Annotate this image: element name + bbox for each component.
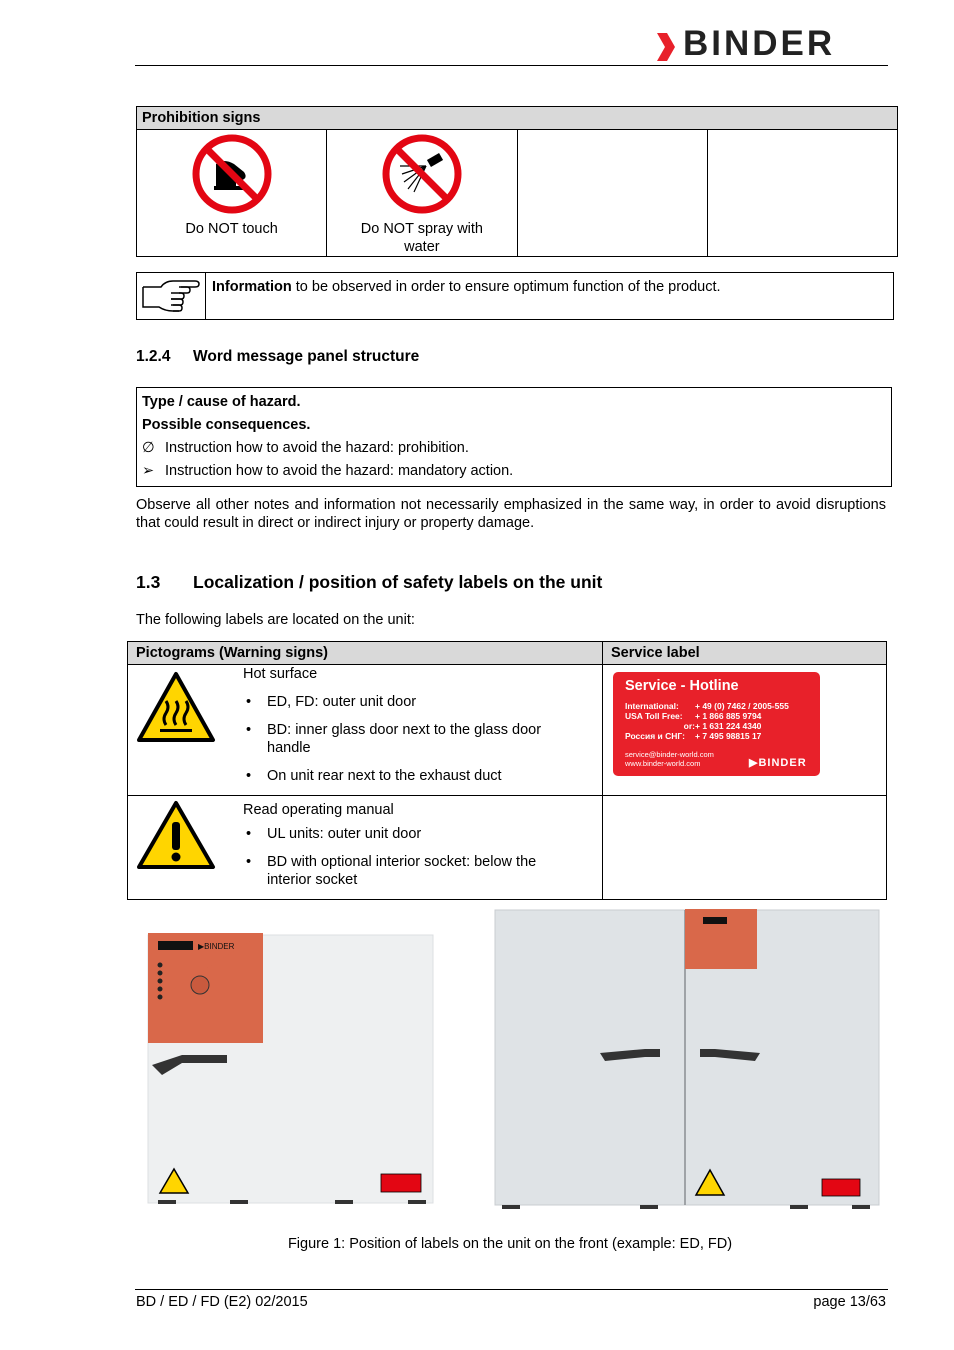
section-number: 1.2.4 <box>136 348 171 365</box>
section-number: 1.3 <box>136 572 161 592</box>
hot-surface-icon <box>136 671 216 743</box>
hazard-type: Type / cause of hazard. <box>142 394 301 410</box>
double-door-unit <box>495 909 879 1209</box>
read-manual-title: Read operating manual <box>243 802 394 818</box>
single-door-unit <box>148 933 433 1204</box>
observe-paragraph: Observe all other notes and information not necessarily emphasized in the same way, in order to avoid disruptions that could result in direct or indirect injury or property damage. <box>136 497 886 531</box>
list-item: • UL units: outer unit door <box>244 825 584 843</box>
phone-region: Россия и СНГ: <box>625 731 685 741</box>
svg-text:▶BINDER: ▶BINDER <box>198 942 235 951</box>
hot-surface-row <box>128 665 603 796</box>
service-web: www.binder-world.com <box>625 759 701 768</box>
read-manual-row <box>128 796 603 900</box>
service-label-phones <box>625 701 815 741</box>
information-box <box>136 272 894 320</box>
service-email: service@binder-world.com <box>625 750 714 759</box>
empty-cell <box>603 796 887 900</box>
prohibition-caption: Do NOT spray with water <box>360 221 483 255</box>
binder-logo: BINDER <box>655 28 887 64</box>
phone-region: or: <box>683 721 695 731</box>
phone-number: + 49 (0) 7462 / 2005-555 <box>695 701 789 711</box>
prohibition-cell-empty <box>517 130 707 257</box>
hot-surface-list <box>244 693 584 785</box>
section-heading-124 <box>136 348 420 366</box>
word-message-panel <box>136 387 892 487</box>
service-brand: ▶BINDER <box>749 757 807 769</box>
info-cell <box>137 273 206 319</box>
prohibition-cell-empty <box>707 130 897 257</box>
labels-intro: The following labels are located on the unit: <box>136 612 415 628</box>
column-header: Service label <box>603 642 887 665</box>
footer-rule <box>135 1289 888 1290</box>
phone-number: + 7 495 98815 17 <box>695 731 762 741</box>
prohibition-cell <box>137 130 327 257</box>
mandatory-text: Instruction how to avoid the hazard: mandatory action. <box>165 463 514 479</box>
footer-document-id: BD / ED / FD (E2) 02/2015 <box>136 1294 308 1310</box>
figure-caption: Figure 1: Position of labels on the unit on the front (example: ED, FD) <box>287 1236 733 1252</box>
list-item: • BD: inner glass door next to the glass door handle <box>244 721 584 757</box>
section-heading-13 <box>136 572 603 593</box>
read-manual-list <box>244 825 584 889</box>
read-manual-icon <box>136 800 216 870</box>
info-text <box>212 279 721 295</box>
unit-front-figure <box>140 905 885 1215</box>
list-item: • ED, FD: outer unit door <box>244 693 584 711</box>
mandatory-instruction <box>142 463 514 479</box>
no-spray-water-icon <box>382 134 462 214</box>
service-hotline-label <box>613 672 820 776</box>
service-label-cell <box>603 665 887 796</box>
hazard-consequences: Possible consequences. <box>142 417 311 433</box>
binder-chevron-icon <box>655 31 677 63</box>
phone-region: USA Toll Free: <box>625 711 683 721</box>
hot-surface-title: Hot surface <box>243 666 318 682</box>
header-rule <box>135 65 888 66</box>
phone-line <box>625 721 815 731</box>
footer-page-number: page 13/63 <box>813 1294 886 1310</box>
column-header: Pictograms (Warning signs) <box>128 642 603 665</box>
info-body: to be observed in order to ensure optimum function of the product. <box>291 279 721 295</box>
phone-line <box>625 731 815 741</box>
service-brand-text: BINDER <box>758 757 807 769</box>
phone-number: + 1 631 224 4340 <box>695 721 762 731</box>
service-contact <box>625 750 714 768</box>
prohibition-text: Instruction how to avoid the hazard: prohibition. <box>165 440 469 456</box>
list-item: • On unit rear next to the exhaust duct <box>244 767 584 785</box>
phone-line <box>625 701 815 711</box>
prohibition-title: Prohibition signs <box>137 107 898 130</box>
section-title: Localization / position of safety labels on the unit <box>193 572 603 592</box>
phone-number: + 1 866 885 9794 <box>695 711 762 721</box>
list-item: • BD with optional interior socket: below the interior socket <box>244 853 584 889</box>
prohibition-caption: Do NOT touch <box>185 221 278 237</box>
prohibition-symbol: ∅ <box>142 440 155 456</box>
safety-labels-table <box>127 641 887 900</box>
phone-region: International: <box>625 701 679 711</box>
info-bold: Information <box>212 279 292 295</box>
prohibition-signs-table <box>136 106 898 257</box>
no-touch-icon <box>192 134 272 214</box>
pointing-hand-icon <box>137 273 205 319</box>
mandatory-symbol: ➢ <box>142 463 155 479</box>
phone-line <box>625 711 815 721</box>
prohibition-cell <box>327 130 517 257</box>
prohibition-instruction <box>142 440 469 456</box>
service-label-title: Service - Hotline <box>625 678 739 694</box>
section-title: Word message panel structure <box>193 348 420 365</box>
